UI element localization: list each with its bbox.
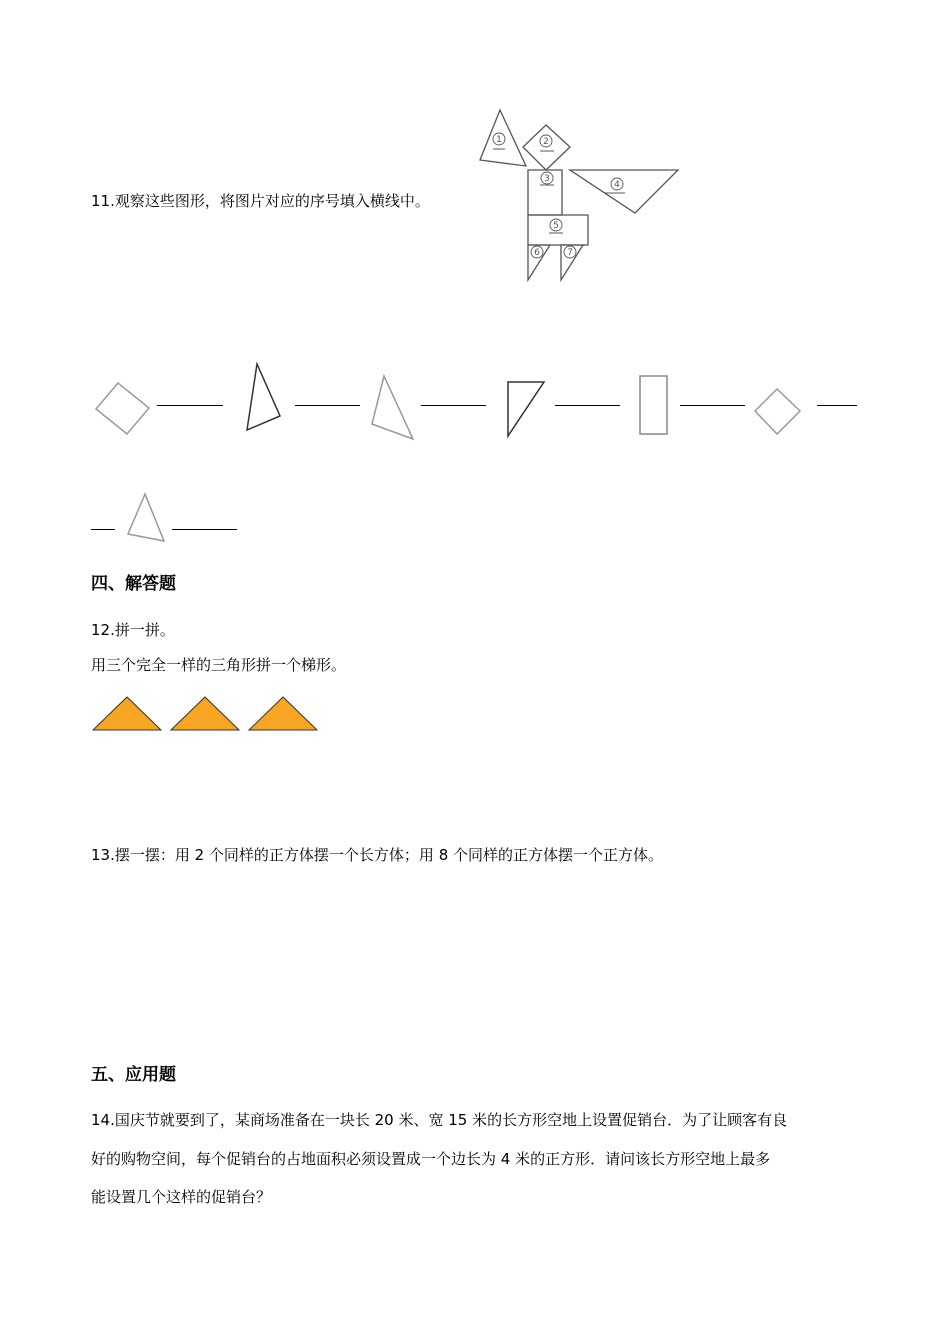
- q13-text: 13.摆一摆：用 2 个同样的正方体摆一个长方体；用 8 个同样的正方体摆一个正方体。: [91, 846, 664, 864]
- piece-3-triangle: [570, 170, 678, 213]
- orange-triangle-1: [93, 697, 161, 730]
- tangram-figure: [470, 105, 690, 285]
- q14-line2: 好的购物空间，每个促销台的占地面积必须设置成一个边长为 4 米的正方形．请问该长方形空地上最多: [91, 1150, 771, 1168]
- answer-blank-4[interactable]: [555, 405, 620, 406]
- option-triangle-1: [247, 364, 280, 430]
- option-square-2: [755, 389, 800, 434]
- option-triangle-4: [128, 494, 164, 541]
- piece-1-triangle: [480, 110, 526, 166]
- figure-label-1: 1: [496, 135, 502, 145]
- figure-label-2: 2: [543, 137, 549, 147]
- q12-title: 12.拼一拼。: [91, 621, 175, 639]
- option-square-1: [96, 383, 149, 434]
- option-triangle-3: [508, 382, 544, 436]
- answer-blank-7[interactable]: [172, 529, 237, 530]
- orange-triangle-2: [171, 697, 239, 730]
- piece-2-square: [523, 125, 570, 170]
- q14-line3: 能设置几个这样的促销台？: [91, 1188, 272, 1206]
- shape-options-row2: [125, 490, 185, 550]
- section5-title: 五、应用题: [91, 1065, 176, 1085]
- answer-blank-1[interactable]: [157, 405, 223, 406]
- option-rectangle: [640, 376, 667, 434]
- option-triangle-2: [372, 376, 413, 439]
- figure-label-5: 5: [553, 221, 559, 231]
- answer-blank-2[interactable]: [295, 405, 360, 406]
- answer-blank-6a[interactable]: [817, 405, 857, 406]
- figure-label-7: 7: [567, 248, 573, 258]
- q14-line1: 14.国庆节就要到了，某商场准备在一块长 20 米、宽 15 米的长方形空地上设置促销台．为了让顾客有良: [91, 1111, 788, 1129]
- orange-triangle-3: [249, 697, 317, 730]
- figure-label-3: 3: [544, 174, 550, 184]
- q11-text: 11.观察这些图形，将图片对应的序号填入横线中。: [91, 192, 430, 210]
- answer-blank-5[interactable]: [680, 405, 745, 406]
- q12-instruction: 用三个完全一样的三角形拼一个梯形。: [91, 656, 347, 674]
- section4-title: 四、解答题: [91, 574, 176, 594]
- figure-label-4: 4: [614, 180, 620, 190]
- figure-label-6: 6: [534, 248, 540, 258]
- orange-triangles: [90, 690, 330, 740]
- answer-blank-3[interactable]: [421, 405, 486, 406]
- answer-blank-6b[interactable]: [91, 529, 115, 530]
